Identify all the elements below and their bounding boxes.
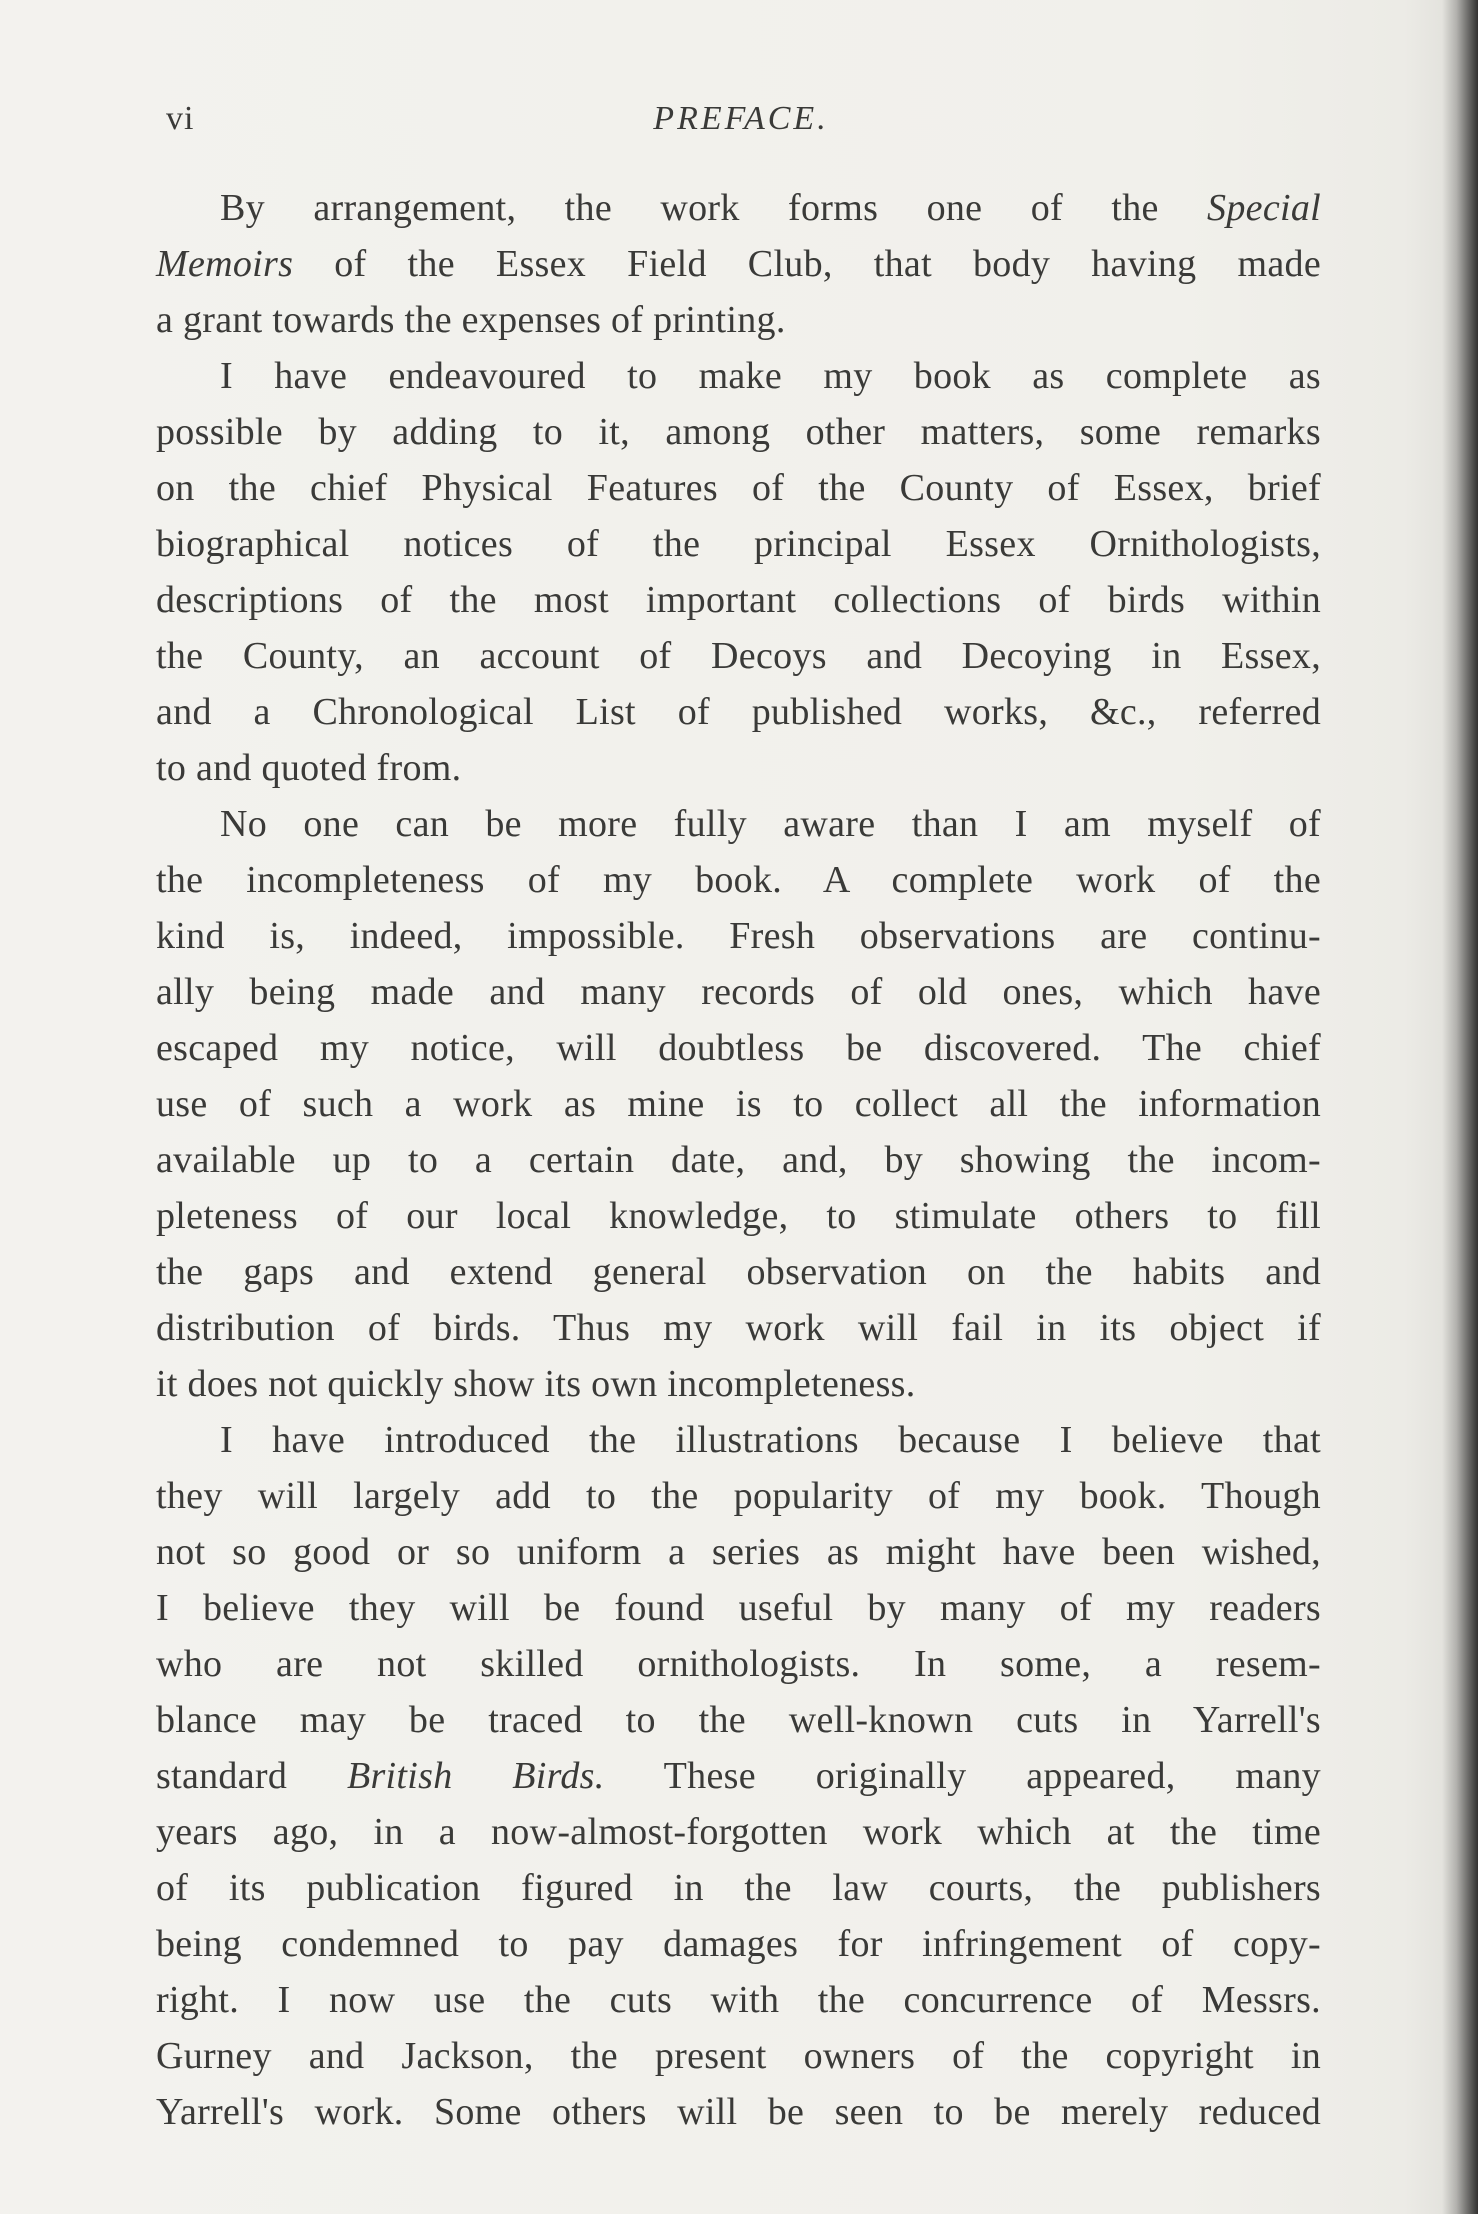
text-line [156,1300,1321,1356]
text-segment: use of such a work as mine is to collect all the information [156,1083,1321,1125]
text-line [156,1860,1321,1916]
text-segment: the gaps and extend general observation on the habits and [156,1251,1321,1293]
text-line [156,684,1321,740]
text-segment: distribution of birds. Thus my work will fail in its object if [156,1307,1321,1349]
text-segment: years ago, in a now-almost-forgotten work which at the time [156,1811,1321,1853]
text-segment: who are not skilled ornithologists. In some, a resem- [156,1643,1321,1685]
text-segment: biographical notices of the principal Essex Ornithologists, [156,523,1321,565]
text-line [156,628,1321,684]
text-segment: By arrangement, the work forms one of the [220,187,1208,229]
text-segment: ally being made and many records of old ones, which have [156,971,1321,1013]
text-line [156,460,1321,516]
text-segment: I have introduced the illustrations because I believe that [220,1419,1321,1461]
text-segment: right. I now use the cuts with the concurrence of Messrs. [156,1979,1321,2021]
text-segment: not so good or so uniform a series as might have been wished, [156,1531,1321,1573]
text-segment: No one can be more fully aware than I am myself of [220,803,1321,845]
text-segment: Gurney and Jackson, the present owners of the copyright in [156,2035,1321,2077]
text-segment: escaped my notice, will doubtless be discovered. The chief [156,1027,1321,1069]
text-line [156,292,1321,348]
text-segment: on the chief Physical Features of the County of Essex, brief [156,467,1321,509]
text-line [156,1188,1321,1244]
text-segment: standard [156,1755,347,1797]
text-line [156,1580,1321,1636]
text-segment: of its publication figured in the law courts, the publishers [156,1867,1321,1909]
text-line [156,236,1321,292]
text-line [156,404,1321,460]
text-segment: possible by adding to it, among other matters, some remarks [156,411,1321,453]
text-line [156,1132,1321,1188]
preface-text [156,180,1321,2140]
text-line [156,1636,1321,1692]
text-line [156,964,1321,1020]
italic-text: Special [1207,187,1321,229]
text-segment: the incompleteness of my book. A complete work of the [156,859,1321,901]
text-line [156,348,1321,404]
text-segment: of the Essex Field Club, that body having made [293,243,1321,285]
text-segment: and a Chronological List of published works, &c., referred [156,691,1321,733]
italic-text: British Birds. [346,1755,605,1797]
text-line [156,1972,1321,2028]
text-line [156,572,1321,628]
italic-text: Memoirs [156,243,294,285]
text-line [156,180,1321,236]
text-line [156,1020,1321,1076]
text-segment: the County, an account of Decoys and Decoying in Essex, [156,635,1321,677]
text-line [156,1692,1321,1748]
text-segment: pleteness of our local knowledge, to stimulate others to fill [156,1195,1321,1237]
text-line [156,1468,1321,1524]
text-line [156,852,1321,908]
text-line [156,516,1321,572]
running-title: PREFACE. [653,100,829,137]
text-segment: I have endeavoured to make my book as complete as [220,355,1321,397]
text-line [156,1804,1321,1860]
text-segment: Yarrell's work. Some others will be seen to be merely reduced [156,2091,1321,2133]
text-line [156,796,1321,852]
text-segment: blance may be traced to the well-known cuts in Yarrell's [156,1699,1321,1741]
page-number: vi [166,100,195,137]
text-segment: descriptions of the most important collections of birds within [156,579,1321,621]
text-segment: a grant towards the expenses of printing. [156,299,786,341]
text-line [156,2084,1321,2140]
text-segment: These originally appeared, many [604,1755,1321,1797]
text-segment: kind is, indeed, impossible. Fresh observations are continu- [156,915,1321,957]
spine-shadow [1442,0,1478,2214]
text-segment: they will largely add to the popularity of my book. Though [156,1475,1321,1517]
text-line [156,1356,1321,1412]
text-line [156,908,1321,964]
text-segment: being condemned to pay damages for infringement of copy- [156,1923,1321,1965]
page-header [166,100,1316,150]
text-line [156,1076,1321,1132]
text-line [156,1748,1321,1804]
text-line [156,1412,1321,1468]
text-line [156,2028,1321,2084]
text-line [156,740,1321,796]
text-segment: to and quoted from. [156,747,462,789]
text-segment: available up to a certain date, and, by showing the incom- [156,1139,1321,1181]
text-line [156,1916,1321,1972]
text-segment: it does not quickly show its own incompleteness. [156,1363,916,1405]
text-segment: I believe they will be found useful by many of my readers [156,1587,1321,1629]
text-line [156,1524,1321,1580]
text-line [156,1244,1321,1300]
